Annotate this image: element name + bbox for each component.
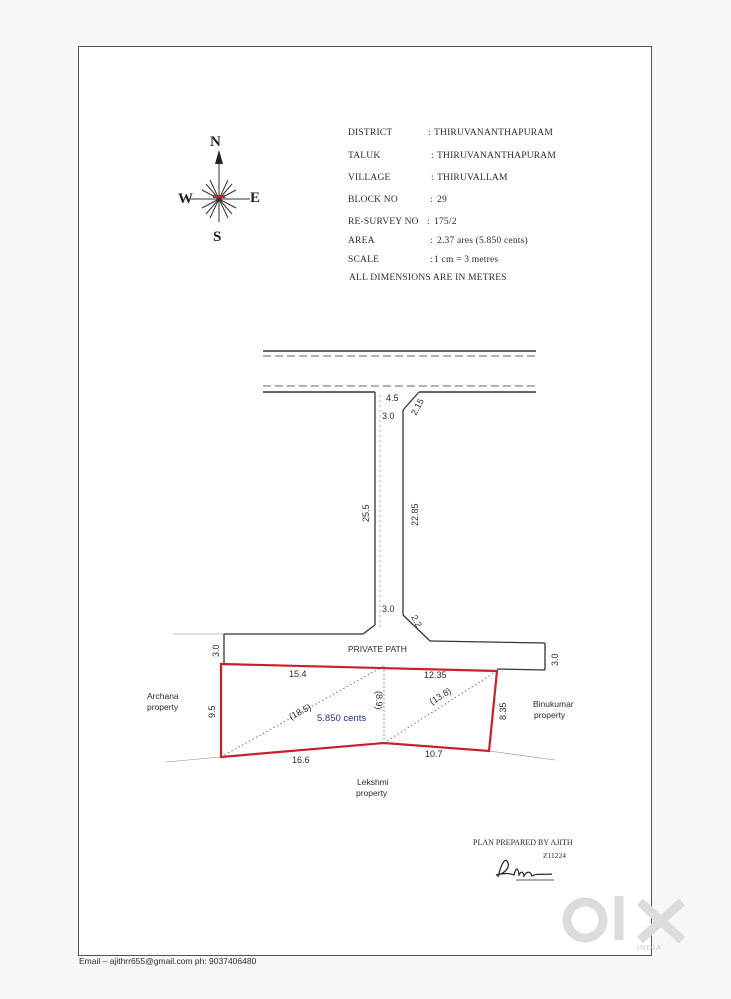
dim-road-width: 4.5: [386, 393, 399, 403]
detail-sep: :: [428, 128, 431, 138]
east-label: E: [250, 190, 261, 206]
signature-icon: [492, 853, 562, 885]
dim-diagonal-middle: (8.9): [374, 691, 384, 710]
dim-plot-north-west: 15.4: [289, 669, 307, 679]
north-label: N: [210, 134, 221, 150]
south-neighbour-name: Lekshmi: [357, 777, 389, 787]
detail-label: VILLAGE: [348, 173, 391, 183]
detail-sep: :: [431, 173, 434, 183]
olx-logo-icon: [560, 890, 700, 950]
main-road: [263, 351, 536, 392]
detail-value: 175/2: [434, 217, 457, 227]
dim-diagonal-east: (13.8): [427, 685, 454, 707]
watermark-region: INDIA: [637, 943, 663, 952]
detail-label: DISTRICT: [348, 128, 393, 138]
detail-value: 2.37 ares (5.850 cents): [437, 236, 528, 246]
south-label: S: [213, 229, 222, 245]
contact-footer: Email – ajithrr655@gmail.com ph: 9037406480: [79, 956, 257, 966]
detail-label: AREA: [348, 236, 375, 246]
detail-label: TALUK: [348, 151, 381, 161]
dim-splay-bottom: 2.2: [409, 613, 424, 629]
dim-approach-left: 25.5: [361, 504, 371, 522]
dim-path-east-width: 3.0: [550, 653, 560, 666]
detail-sep: :: [427, 217, 430, 227]
detail-value: THIRUVANANTHAPURAM: [437, 151, 557, 161]
dimensions-note: ALL DIMENSIONS ARE IN METRES: [349, 273, 507, 283]
detail-label: SCALE: [348, 255, 380, 265]
west-neighbour-name: Archana: [147, 691, 179, 701]
detail-value: 1 cm = 3 metres: [434, 255, 499, 265]
east-neighbour-name: Binukumar: [533, 699, 574, 709]
dim-plot-north-east: 12.35: [424, 670, 447, 680]
prepared-by: PLAN PREPARED BY AJITH: [473, 838, 573, 847]
dim-diagonal-west: (18.5): [287, 701, 313, 722]
dim-plot-south-east: 10.7: [425, 749, 443, 759]
south-neighbour-suffix: property: [356, 788, 388, 798]
olx-watermark: [560, 890, 700, 970]
detail-value: THIRUVANANTHAPURAM: [434, 128, 554, 138]
detail-sep: :: [430, 255, 433, 265]
detail-label: BLOCK NO: [348, 195, 398, 205]
plot-area-label: 5.850 cents: [317, 713, 367, 724]
west-label: W: [178, 191, 193, 207]
detail-sep: :: [430, 195, 433, 205]
detail-label: RE-SURVEY NO: [348, 217, 419, 227]
private-path-label: PRIVATE PATH: [348, 644, 407, 654]
prepared-date: Z11224: [543, 851, 567, 860]
dim-plot-south-west: 16.6: [292, 755, 310, 765]
dim-approach-bottom-width: 3.0: [382, 604, 395, 614]
dim-path-west-width: 3.0: [211, 644, 221, 657]
plot-diagonals: [221, 666, 497, 757]
dim-plot-west: 9.5: [207, 705, 217, 718]
west-neighbour-suffix: property: [147, 702, 179, 712]
east-neighbour-suffix: property: [534, 710, 566, 720]
dim-plot-east: 8.35: [498, 702, 508, 720]
dim-splay-top: 2.15: [408, 396, 426, 417]
dim-approach-top-width: 3.0: [382, 411, 395, 421]
detail-value: THIRUVALLAM: [437, 173, 508, 183]
detail-sep: :: [431, 151, 434, 161]
detail-sep: :: [430, 236, 433, 246]
detail-value: 29: [437, 195, 447, 205]
plot-boundary: [221, 664, 497, 757]
dim-approach-right: 22.85: [410, 503, 420, 526]
